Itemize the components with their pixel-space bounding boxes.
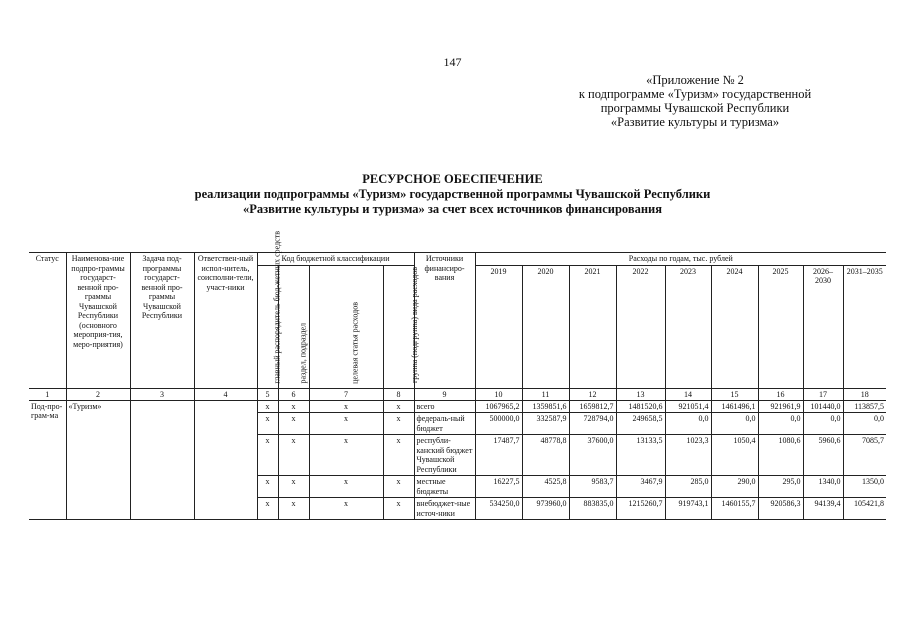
amount-cell: 921961,9 [758, 400, 803, 413]
amount-cell: 0,0 [843, 413, 886, 435]
amount-cell: 1215260,7 [616, 498, 665, 520]
code-cell: x [257, 498, 278, 520]
code-cell: x [278, 413, 309, 435]
annex-block [545, 73, 845, 129]
amount-cell: 1340,0 [803, 476, 843, 498]
amount-cell: 290,0 [711, 476, 758, 498]
amount-cell: 0,0 [711, 413, 758, 435]
amount-cell: 920586,3 [758, 498, 803, 520]
code-cell: x [383, 413, 414, 435]
amount-cell: 728794,0 [569, 413, 616, 435]
column-number: 15 [711, 388, 758, 400]
amount-cell: 973960,0 [522, 498, 569, 520]
header-task: Задача под-программы государст-венной про-граммы Чувашской Республики [130, 253, 194, 389]
row-name: «Туризм» [66, 400, 130, 520]
amount-cell: 0,0 [758, 413, 803, 435]
amount-cell: 3467,9 [616, 476, 665, 498]
amount-cell: 101440,0 [803, 400, 843, 413]
column-number: 16 [758, 388, 803, 400]
amount-cell: 534250,0 [475, 498, 522, 520]
heading-title: РЕСУРСНОЕ ОБЕСПЕЧЕНИЕ [362, 172, 543, 186]
code-cell: x [257, 476, 278, 498]
header-year: 2022 [616, 265, 665, 388]
amount-cell: 1023,3 [665, 435, 711, 476]
amount-cell: 883835,0 [569, 498, 616, 520]
column-number: 6 [278, 388, 309, 400]
amount-cell: 1481520,6 [616, 400, 665, 413]
header-code-grbs: главный распорядитель бюд-жетных средств [257, 265, 278, 388]
amount-cell: 921051,4 [665, 400, 711, 413]
header-year: 2026–2030 [803, 265, 843, 388]
header-year: 2019 [475, 265, 522, 388]
header-code-group: группа (подгруппа) вида расходов [383, 265, 414, 388]
source-cell: всего [414, 400, 475, 413]
amount-cell: 1080,6 [758, 435, 803, 476]
heading-subtitle: «Развитие культуры и туризма» за счет всех источников финансирования [242, 202, 662, 216]
amount-cell: 285,0 [665, 476, 711, 498]
code-cell: x [278, 435, 309, 476]
amount-cell: 1359851,6 [522, 400, 569, 413]
header-expenses: Расходы по годам, тыс. рублей [475, 253, 886, 266]
annex-line: «Приложение № 2 [646, 73, 744, 87]
code-cell: x [278, 498, 309, 520]
source-cell: республи-канский бюджет Чувашской Республики [414, 435, 475, 476]
code-cell: x [309, 400, 383, 413]
amount-cell: 1067965,2 [475, 400, 522, 413]
code-cell: x [383, 476, 414, 498]
column-number: 18 [843, 388, 886, 400]
column-number-row [29, 388, 886, 400]
code-cell: x [309, 435, 383, 476]
amount-cell: 1350,0 [843, 476, 886, 498]
column-number: 5 [257, 388, 278, 400]
amount-cell: 113857,5 [843, 400, 886, 413]
header-status: Статус [29, 253, 66, 389]
header-year: 2024 [711, 265, 758, 388]
amount-cell: 37600,0 [569, 435, 616, 476]
amount-cell: 4525,8 [522, 476, 569, 498]
amount-cell: 500000,0 [475, 413, 522, 435]
amount-cell: 17487,7 [475, 435, 522, 476]
amount-cell: 7085,7 [843, 435, 886, 476]
column-number: 4 [194, 388, 257, 400]
header-year: 2031–2035 [843, 265, 886, 388]
column-number: 11 [522, 388, 569, 400]
heading-subtitle: реализации подпрограммы «Туризм» государственной программы Чувашской Республики [194, 187, 711, 201]
header-year: 2021 [569, 265, 616, 388]
table-body [29, 400, 886, 520]
amount-cell: 919743,1 [665, 498, 711, 520]
code-cell: x [278, 476, 309, 498]
code-cell: x [383, 435, 414, 476]
code-cell: x [257, 413, 278, 435]
amount-cell: 1659812,7 [569, 400, 616, 413]
source-cell: внебюджет-ные источ-ники [414, 498, 475, 520]
header-responsible: Ответствен-ный испол-нитель, соисполни-тели, участ-ники [194, 253, 257, 389]
amount-cell: 94139,4 [803, 498, 843, 520]
amount-cell: 5960,6 [803, 435, 843, 476]
header-code-section: раздел, подраздел [278, 265, 309, 388]
amount-cell: 332587,9 [522, 413, 569, 435]
amount-cell: 1461496,1 [711, 400, 758, 413]
column-number: 8 [383, 388, 414, 400]
row-status: Под-про-грам-ма [31, 401, 63, 420]
source-cell: федераль-ный бюджет [414, 413, 475, 435]
amount-cell: 48778,8 [522, 435, 569, 476]
column-number: 10 [475, 388, 522, 400]
column-number: 7 [309, 388, 383, 400]
annex-line: к подпрограмме «Туризм» государственной [578, 87, 812, 101]
code-cell: x [383, 498, 414, 520]
amount-cell: 249658,5 [616, 413, 665, 435]
row-responsible [194, 400, 257, 520]
column-number: 13 [616, 388, 665, 400]
column-number: 14 [665, 388, 711, 400]
amount-cell: 1050,4 [711, 435, 758, 476]
code-cell: x [278, 400, 309, 413]
code-cell: x [257, 435, 278, 476]
header-year: 2025 [758, 265, 803, 388]
amount-cell: 105421,8 [843, 498, 886, 520]
code-cell: x [309, 476, 383, 498]
column-number: 17 [803, 388, 843, 400]
amount-cell: 1460155,7 [711, 498, 758, 520]
code-cell: x [257, 400, 278, 413]
document-heading [0, 172, 905, 217]
column-number: 12 [569, 388, 616, 400]
code-cell: x [309, 413, 383, 435]
column-number: 1 [29, 388, 66, 400]
column-number: 2 [66, 388, 130, 400]
page-number: 147 [443, 55, 462, 69]
row-task [130, 400, 194, 520]
annex-line: программы Чувашской Республики [600, 101, 790, 115]
column-number: 9 [414, 388, 475, 400]
amount-cell: 0,0 [665, 413, 711, 435]
header-name: Наименова-ние подпро-граммы государст-венной про-граммы Чувашской Республики (основного мероприя-тия, меро-приятия) [66, 253, 130, 389]
header-budget-code: Код бюджетной классификации [257, 253, 414, 266]
annex-line: «Развитие культуры и туризма» [610, 115, 780, 129]
header-year: 2020 [522, 265, 569, 388]
amount-cell: 13133,5 [616, 435, 665, 476]
code-cell: x [383, 400, 414, 413]
table-row [29, 400, 886, 413]
source-cell: местные бюджеты [414, 476, 475, 498]
resource-table [29, 230, 886, 520]
header-row [29, 253, 886, 266]
column-number: 3 [130, 388, 194, 400]
amount-cell: 16227,5 [475, 476, 522, 498]
header-year: 2023 [665, 265, 711, 388]
code-cell: x [309, 498, 383, 520]
amount-cell: 9583,7 [569, 476, 616, 498]
amount-cell: 295,0 [758, 476, 803, 498]
header-code-target: целевая статья расходов [309, 265, 383, 388]
amount-cell: 0,0 [803, 413, 843, 435]
header-sources: Источники финансиро-вания [414, 253, 475, 389]
